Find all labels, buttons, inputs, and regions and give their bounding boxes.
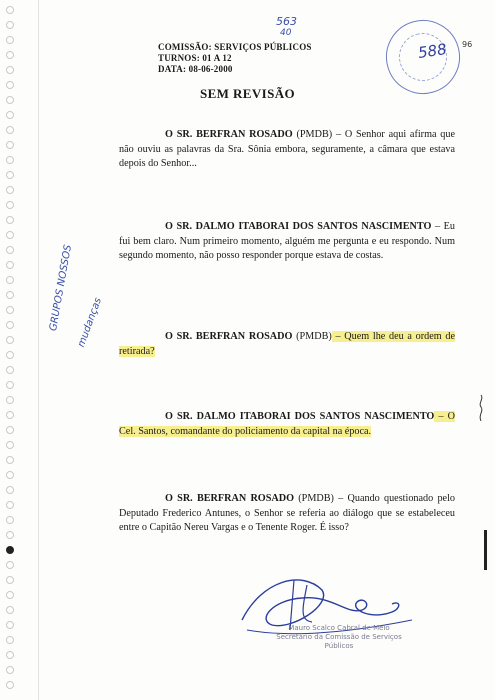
speaker-name: O SR. DALMO ITABORAI DOS SANTOS NASCIMENTO — [165, 221, 432, 232]
paragraph-1 — [119, 128, 455, 172]
binder-hole — [6, 186, 14, 194]
handwritten-side-note-2: mudanças — [76, 296, 105, 349]
binder-hole — [6, 486, 14, 494]
binder-hole — [6, 21, 14, 29]
binder-hole — [6, 6, 14, 14]
header-date: DATA: 08-06-2000 — [158, 64, 233, 74]
header-turns: TURNOS: 01 A 12 — [158, 53, 232, 63]
binder-hole — [6, 111, 14, 119]
binder-hole — [6, 36, 14, 44]
handwritten-page-number: 563 — [276, 15, 297, 28]
binder-hole — [6, 141, 14, 149]
speech-text: – Quando questionado pelo Deputado Frederico Antunes, o Senhor se referia ao diálogo que se estabeleceu entre o Capitão Nereu Vargas e o Tenente Roger. É isso? — [119, 493, 455, 533]
binder-hole — [6, 666, 14, 674]
binder-hole — [6, 636, 14, 644]
highlighted-speech-text: – O Cel. Santos, comandante do policiamento da capital na época. — [119, 411, 455, 437]
speaker-name: O SR. BERFRAN ROSADO — [165, 493, 295, 504]
stamp-handwritten-number: 588 — [416, 40, 448, 62]
binder-hole — [6, 426, 14, 434]
paragraph-5 — [119, 492, 455, 536]
binder-hole — [6, 321, 14, 329]
page-edge-mark — [484, 530, 487, 570]
binder-hole — [6, 336, 14, 344]
binder-hole — [6, 606, 14, 614]
signatory-block — [274, 624, 404, 651]
handwritten-side-note-1: GRUPOS NOSSOS — [48, 243, 75, 332]
speaker-name: O SR. BERFRAN ROSADO — [165, 331, 293, 342]
binder-hole — [6, 531, 14, 539]
binder-hole — [6, 291, 14, 299]
signatory-name: Mauro Scalco Cabral de Melo — [288, 624, 390, 632]
speaker-name: O SR. DALMO ITABORAI DOS SANTOS NASCIMENTO — [165, 411, 435, 422]
paragraph-4 — [119, 410, 455, 439]
speech-text: – Eu fui bem claro. Num primeiro momento, alguém me pergunta e eu respondo. Num segundo momento, não posso responder porque estava de costas. — [119, 221, 455, 261]
binder-hole — [6, 351, 14, 359]
speaker-name: O SR. BERFRAN ROSADO — [165, 129, 293, 140]
margin-squiggle-icon — [478, 395, 484, 421]
binder-hole — [6, 51, 14, 59]
binder-hole — [6, 276, 14, 284]
speech-text: – O Senhor aqui afirma que não ouviu as palavras da Sra. Sônia embora, seguramente, a câmara que estava depois do Senhor... — [119, 129, 456, 169]
binder-hole — [6, 516, 14, 524]
binder-hole — [6, 651, 14, 659]
paragraph-3 — [119, 330, 455, 359]
header-commission: COMISSÃO: SERVIÇOS PÚBLICOS — [158, 42, 312, 52]
binder-hole — [6, 366, 14, 374]
binder-hole — [6, 576, 14, 584]
binder-hole — [6, 156, 14, 164]
signatory-role-cont: Públicos — [324, 642, 354, 650]
binder-hole — [6, 216, 14, 224]
binder-hole — [6, 381, 14, 389]
binder-hole — [6, 246, 14, 254]
signatory-role: Secretário da Comissão de Serviços — [276, 633, 402, 641]
speaker-party: (PMDB) — [298, 493, 334, 504]
binder-hole — [6, 546, 14, 554]
stamp-page-suffix: 96 — [462, 40, 473, 49]
speaker-party: (PMDB) — [296, 331, 332, 342]
binder-hole — [6, 201, 14, 209]
binder-hole — [6, 591, 14, 599]
binder-hole — [6, 501, 14, 509]
paragraph-2 — [119, 220, 455, 264]
page-title: SEM REVISÃO — [199, 86, 296, 101]
binder-hole — [6, 171, 14, 179]
speaker-party: (PMDB) — [296, 129, 333, 140]
binder-hole — [6, 306, 14, 314]
binder-hole — [6, 396, 14, 404]
binder-hole — [6, 411, 14, 419]
binder-hole — [6, 561, 14, 569]
margin-line — [38, 0, 39, 700]
binder-hole — [6, 441, 14, 449]
highlighted-speech-text: – Quem lhe deu a ordem de retirada? — [119, 331, 455, 357]
binder-hole — [6, 471, 14, 479]
document-header — [158, 42, 312, 75]
binder-hole — [6, 126, 14, 134]
binder-hole — [6, 66, 14, 74]
handwritten-page-subnumber: 40 — [280, 28, 292, 38]
binder-holes — [6, 6, 16, 696]
signature-icon — [232, 560, 432, 670]
binder-hole — [6, 456, 14, 464]
binder-hole — [6, 621, 14, 629]
binder-hole — [6, 681, 14, 689]
binder-hole — [6, 231, 14, 239]
binder-hole — [6, 261, 14, 269]
